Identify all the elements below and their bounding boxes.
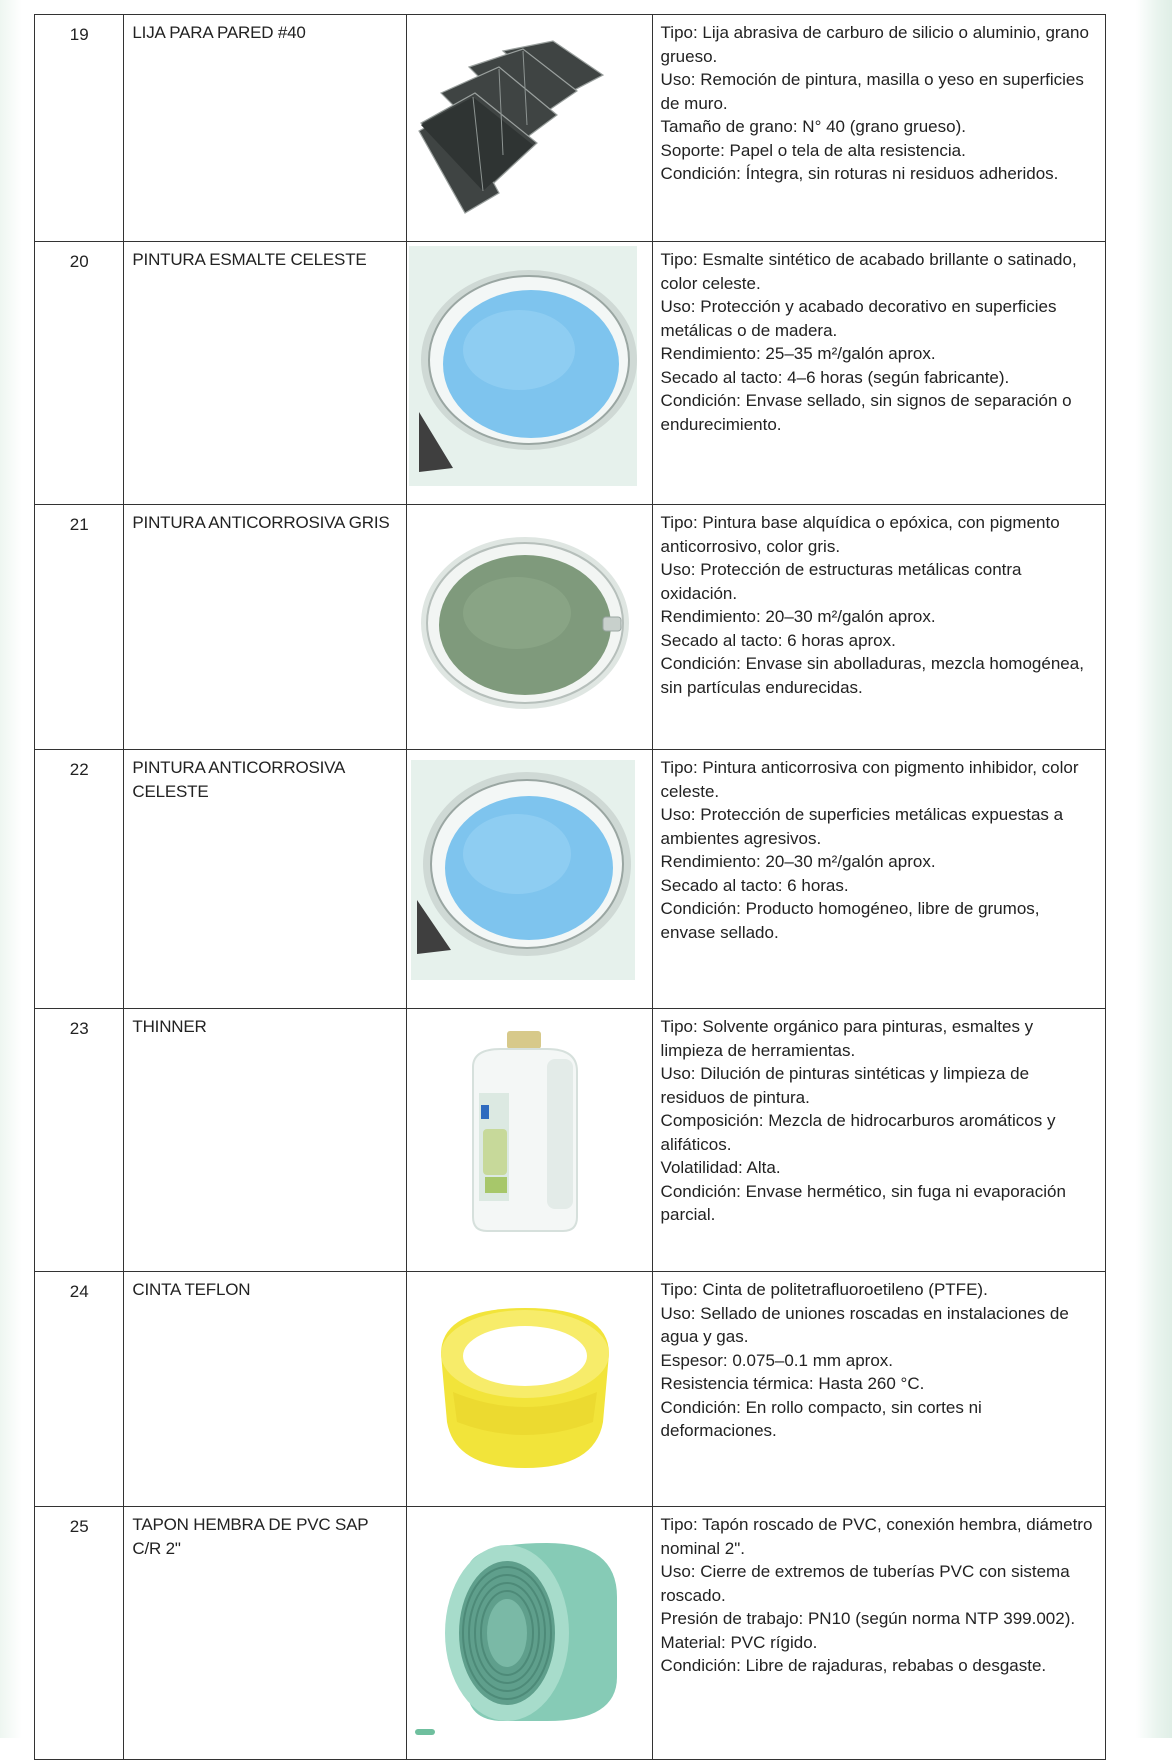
item-spec-cell — [652, 750, 1105, 1009]
spec-use: Uso: Protección y acabado decorativo en superficies metálicas o de madera. — [660, 297, 1057, 340]
item-name: CINTA TEFLON — [132, 1280, 251, 1299]
item-name-cell — [124, 15, 407, 242]
item-name-cell — [124, 1507, 407, 1760]
table-row — [35, 242, 1106, 505]
spec-detail: Volatilidad: Alta. — [660, 1158, 781, 1177]
item-image-cell — [407, 1272, 652, 1507]
spec-detail: Rendimiento: 25–35 m²/galón aprox. — [660, 344, 936, 363]
item-number-cell — [35, 1507, 124, 1760]
item-name-cell — [124, 1272, 407, 1507]
spec-condition: Condición: Íntegra, sin roturas ni residuos adheridos. — [660, 164, 1059, 183]
thinner-jug-image — [407, 1009, 651, 1257]
spec-use: Uso: Dilución de pinturas sintéticas y limpieza de residuos de pintura. — [660, 1064, 1030, 1107]
spec-detail: Tamaño de grano: N° 40 (grano grueso). — [660, 117, 966, 136]
item-name-cell — [124, 505, 407, 750]
item-number-cell — [35, 1009, 124, 1272]
item-name: TAPON HEMBRA DE PVC SAP C/R 2" — [132, 1515, 369, 1558]
table-row — [35, 1507, 1106, 1760]
page-edge-left — [0, 0, 22, 1738]
item-spec-cell — [652, 1009, 1105, 1272]
spec-type: Tipo: Solvente orgánico para pinturas, esmaltes y limpieza de herramientas. — [660, 1017, 1034, 1060]
spec-condition: Condición: Envase hermético, sin fuga ni evaporación parcial. — [660, 1181, 1066, 1224]
item-name-cell — [124, 750, 407, 1009]
spec-detail: Composición: Mezcla de hidrocarburos aromáticos y alifáticos. — [660, 1111, 1056, 1154]
spec-condition: Condición: Libre de rajaduras, rebabas o desgaste. — [660, 1656, 1047, 1675]
item-name: PINTURA ANTICORROSIVA GRIS — [132, 513, 390, 532]
item-number: 20 — [69, 252, 89, 271]
table-row — [35, 750, 1106, 1009]
item-number-cell — [35, 15, 124, 242]
item-name-cell — [124, 1009, 407, 1272]
item-image-cell — [407, 505, 652, 750]
item-number-cell — [35, 242, 124, 505]
specification-table — [34, 14, 1106, 1760]
paint-can-image — [407, 750, 651, 994]
item-name: LIJA PARA PARED #40 — [132, 23, 306, 42]
item-spec-cell — [652, 242, 1105, 505]
paint-can-image — [407, 505, 651, 735]
item-spec-cell — [652, 1272, 1105, 1507]
item-number: 22 — [69, 760, 89, 779]
table-row — [35, 15, 1106, 242]
spec-type: Tipo: Cinta de politetrafluoroetileno (PTFE). — [660, 1280, 988, 1299]
item-number: 19 — [69, 25, 89, 44]
spec-detail: Material: PVC rígido. — [660, 1632, 818, 1652]
item-name-cell — [124, 242, 407, 505]
item-name: PINTURA ESMALTE CELESTE — [132, 250, 367, 269]
item-spec-cell — [652, 505, 1105, 750]
item-image-cell — [407, 750, 652, 1009]
item-number: 23 — [69, 1019, 89, 1038]
item-name: PINTURA ANTICORROSIVA CELESTE — [132, 758, 345, 801]
spec-condition: Condición: Envase sellado, sin signos de separación o endurecimiento. — [660, 391, 1072, 434]
table-row — [35, 1272, 1106, 1507]
teflon-tape-image — [407, 1272, 651, 1492]
spec-type: Tipo: Pintura base alquídica o epóxica, con pigmento anticorrosivo, color gris. — [660, 513, 1060, 556]
spec-use: Uso: Cierre de extremos de tuberías PVC con sistema roscado. — [660, 1562, 1070, 1605]
spec-type: Tipo: Lija abrasiva de carburo de silicio o aluminio, grano grueso. — [660, 23, 1089, 66]
item-name: THINNER — [132, 1017, 207, 1036]
spec-use: Uso: Protección de superficies metálicas expuestas a ambientes agresivos. — [660, 805, 1064, 848]
item-number-cell — [35, 750, 124, 1009]
spec-detail: Resistencia térmica: Hasta 260 °C. — [660, 1374, 925, 1393]
spec-detail: Presión de trabajo: PN10 (según norma NTP 399.002). — [660, 1609, 1076, 1628]
spec-use: Uso: Remoción de pintura, masilla o yeso en superficies de muro. — [660, 70, 1084, 113]
spec-condition: Condición: En rollo compacto, sin cortes ni deformaciones. — [660, 1397, 982, 1440]
spec-condition: Condición: Producto homogéneo, libre de grumos, envase sellado. — [660, 899, 1040, 942]
spec-detail: Secado al tacto: 4–6 horas (según fabricante). — [660, 367, 1010, 387]
spec-use: Uso: Sellado de uniones roscadas en instalaciones de agua y gas. — [660, 1303, 1069, 1346]
spec-use: Uso: Protección de estructuras metálicas contra oxidación. — [660, 560, 1022, 603]
paint-can-image — [407, 242, 651, 490]
item-spec-cell — [652, 1507, 1105, 1760]
pvc-cap-image — [407, 1507, 651, 1745]
item-number-cell — [35, 505, 124, 750]
spec-detail: Secado al tacto: 6 horas aprox. — [660, 630, 896, 650]
item-image-cell — [407, 1009, 652, 1272]
item-spec-cell — [652, 15, 1105, 242]
item-number-cell — [35, 1272, 124, 1507]
spec-condition: Condición: Envase sin abolladuras, mezcla homogénea, sin partículas endurecidas. — [660, 654, 1084, 697]
sandpaper-image — [407, 15, 651, 227]
item-number: 21 — [69, 515, 89, 534]
item-image-cell — [407, 15, 652, 242]
item-number: 24 — [69, 1282, 89, 1301]
table-row — [35, 1009, 1106, 1272]
table-row — [35, 505, 1106, 750]
spec-detail: Rendimiento: 20–30 m²/galón aprox. — [660, 607, 936, 626]
spec-type: Tipo: Esmalte sintético de acabado brillante o satinado, color celeste. — [660, 250, 1077, 293]
spec-detail: Espesor: 0.075–0.1 mm aprox. — [660, 1350, 894, 1370]
item-image-cell — [407, 1507, 652, 1760]
spec-type: Tipo: Pintura anticorrosiva con pigmento inhibidor, color celeste. — [660, 758, 1079, 801]
spec-detail: Soporte: Papel o tela de alta resistencia. — [660, 140, 966, 160]
page-edge-right — [1136, 0, 1172, 1738]
spec-detail: Rendimiento: 20–30 m²/galón aprox. — [660, 852, 936, 871]
item-image-cell — [407, 242, 652, 505]
spec-type: Tipo: Tapón roscado de PVC, conexión hembra, diámetro nominal 2". — [660, 1515, 1093, 1558]
spec-detail: Secado al tacto: 6 horas. — [660, 875, 849, 895]
item-number: 25 — [69, 1517, 89, 1536]
